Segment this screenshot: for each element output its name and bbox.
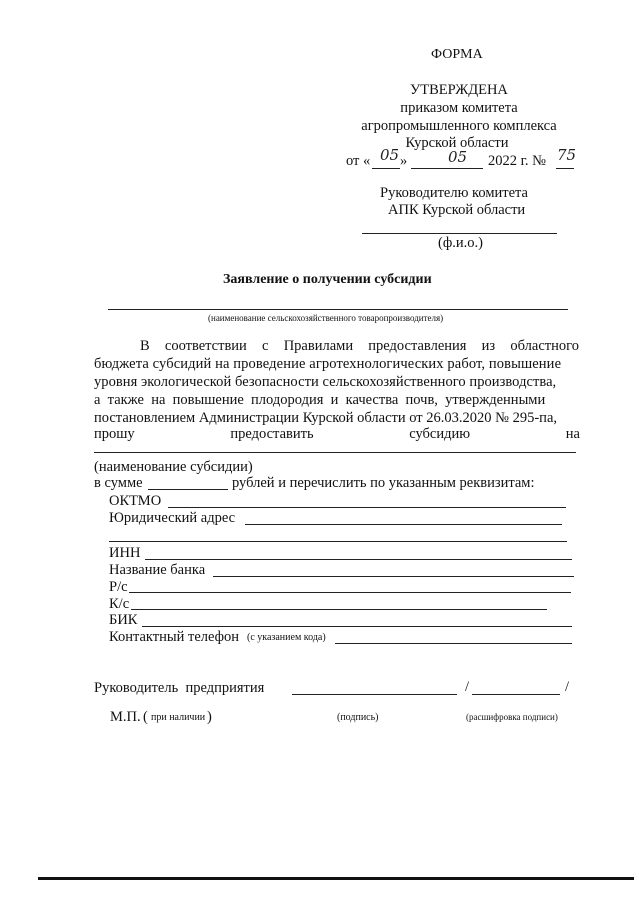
inn-label: ИНН	[109, 545, 141, 561]
date-mid: »	[400, 153, 408, 169]
form-label: ФОРМА	[431, 47, 483, 62]
date-number-line	[556, 168, 574, 169]
document-title: Заявление о получении субсидии	[223, 272, 432, 287]
decode-caption: (расшифровка подписи)	[466, 712, 558, 722]
subsidy-name-line	[94, 452, 576, 453]
sum-prefix: в сумме	[94, 475, 143, 491]
phone-line	[335, 643, 572, 644]
order-line-2: агропромышленного комплекса	[361, 118, 557, 134]
address-line	[245, 524, 562, 525]
signature-line	[292, 694, 457, 695]
date-number-handwritten: 75	[557, 146, 577, 164]
rs-line	[129, 592, 571, 593]
addressee-line-2: АПК Курской области	[388, 202, 526, 218]
head-of-enterprise-label: Руководитель предприятия	[94, 680, 265, 696]
fio-line	[362, 233, 557, 234]
ks-label: К/с	[109, 596, 130, 612]
approved-label: УТВЕРЖДЕНА	[410, 82, 508, 98]
signature-slash-1: /	[465, 679, 470, 695]
body-line-2: бюджета субсидий на проведение агротехнологических работ, повышение	[94, 356, 562, 372]
sign-caption: (подпись)	[337, 712, 379, 723]
mp-note: при наличии	[151, 712, 206, 723]
fio-caption: (ф.и.о.)	[438, 235, 483, 251]
date-prefix: от «	[346, 153, 371, 169]
date-month-handwritten: 05	[448, 148, 468, 166]
sum-suffix: рублей и перечислить по указанным реквизитам:	[232, 475, 535, 491]
producer-caption: (наименование сельскохозяйственного товаропроизводителя)	[208, 313, 444, 323]
bik-label: БИК	[109, 612, 138, 628]
signature-slash-2: /	[565, 679, 570, 695]
body-line-3: уровня экологической безопасности сельскохозяйственного производства,	[94, 374, 557, 390]
date-year: 2022 г. №	[488, 153, 547, 169]
date-day-line	[372, 168, 400, 169]
order-line-1: приказом комитета	[400, 100, 518, 116]
date-day-handwritten: 05	[380, 146, 400, 164]
rs-label: Р/с	[109, 579, 128, 595]
mp-note-open: (	[143, 709, 148, 725]
sum-line	[148, 489, 228, 490]
phone-note: (с указанием кода)	[247, 632, 326, 643]
body-line-5: постановлением Администрации Курской области от 26.03.2020 № 295-па,	[94, 410, 558, 426]
producer-name-line	[108, 309, 568, 310]
mp-label: М.П.	[110, 709, 141, 725]
addressee-line-1: Руководителю комитета	[380, 185, 528, 201]
order-line-3: Курской области	[405, 135, 509, 151]
body-line-6: прошу предоставить субсидию на	[94, 426, 580, 442]
bik-line	[142, 626, 572, 627]
inn-line	[145, 559, 572, 560]
address-line-2	[109, 541, 567, 542]
address-label: Юридический адрес	[109, 510, 236, 526]
scan-bottom-edge	[38, 877, 634, 880]
date-month-line	[411, 168, 483, 169]
ks-line	[131, 609, 547, 610]
subsidy-caption: (наименование субсидии)	[94, 459, 253, 475]
phone-label: Контактный телефон	[109, 629, 240, 645]
body-line-1: В соответствии с Правилами предоставления из областного	[140, 338, 579, 354]
decode-line	[472, 694, 560, 695]
oktmo-label: ОКТМО	[109, 493, 162, 509]
body-line-4: а также на повышение плодородия и качества почв, утвержденными	[94, 392, 546, 408]
bank-label: Название банка	[109, 562, 206, 578]
oktmo-line	[168, 507, 566, 508]
mp-note-close: )	[207, 709, 212, 725]
bank-line	[213, 576, 574, 577]
